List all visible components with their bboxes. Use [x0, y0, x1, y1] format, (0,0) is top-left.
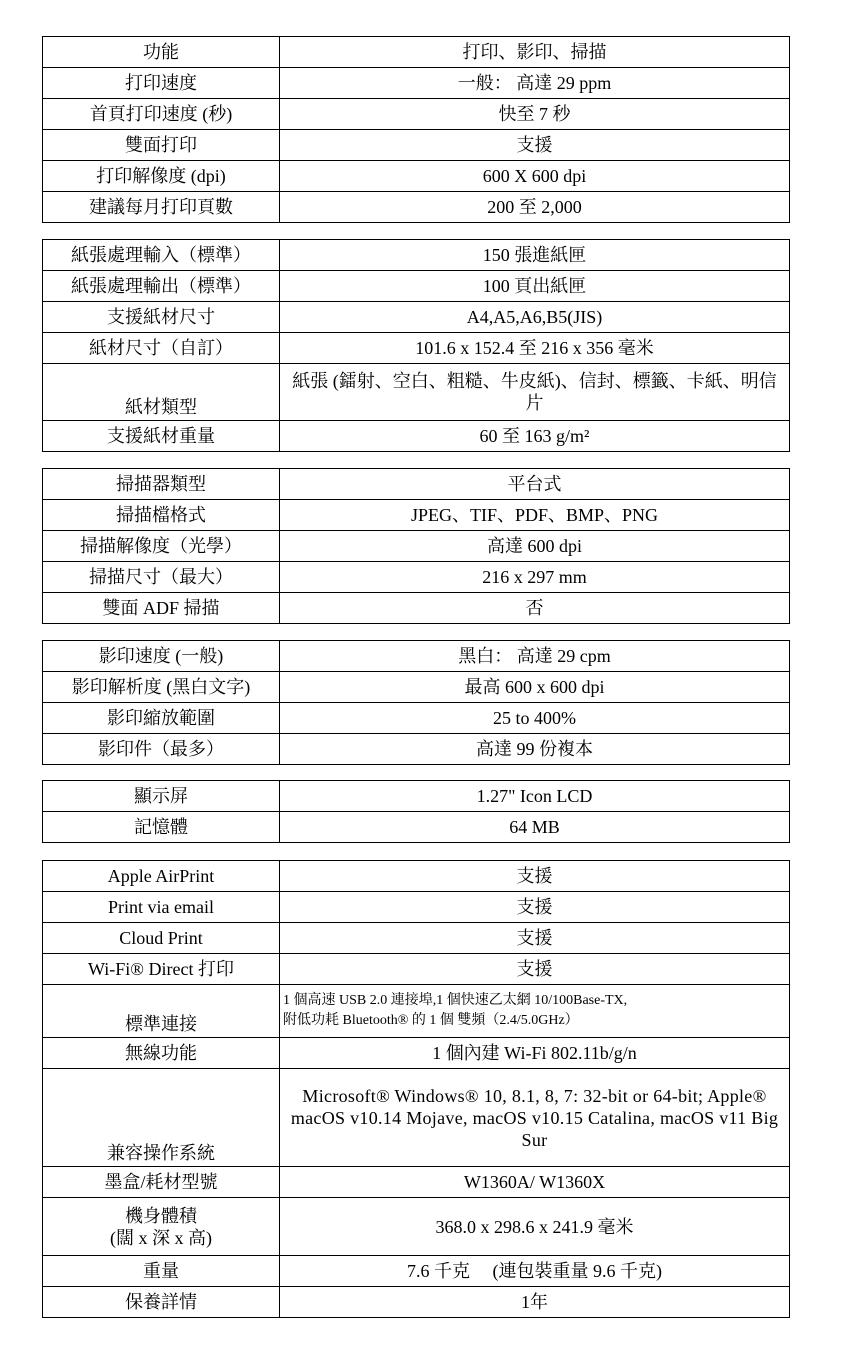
spec-label: 打印速度	[43, 68, 280, 99]
table-row	[43, 562, 790, 593]
spec-value: 紙張 (鐳射、空白、粗糙、牛皮紙)、信封、標籤、卡紙、明信片	[280, 364, 790, 421]
spec-label: 掃描解像度（光學）	[43, 531, 280, 562]
spec-value: Microsoft® Windows® 10, 8.1, 8, 7: 32-bit or 64-bit; Apple® macOS v10.14 Mojave, macOS v10.15 Catalina, macOS v11 Big Sur	[280, 1069, 790, 1167]
spec-value: 7.6 千克 (連包裝重量 9.6 千克)	[280, 1256, 790, 1287]
spec-label: 顯示屏	[43, 781, 280, 812]
spec-value: 25 to 400%	[280, 703, 790, 734]
spec-value: 支援	[280, 130, 790, 161]
table-row	[43, 781, 790, 812]
table-row	[43, 954, 790, 985]
table-row	[43, 469, 790, 500]
spec-label: 記憶體	[43, 812, 280, 843]
spec-value: 216 x 297 mm	[280, 562, 790, 593]
table-row	[43, 130, 790, 161]
table-row	[43, 271, 790, 302]
spec-value: 一般： 高達 29 ppm	[280, 68, 790, 99]
spec-value: 高達 99 份複本	[280, 734, 790, 765]
spec-label: 打印解像度 (dpi)	[43, 161, 280, 192]
table-row	[43, 1038, 790, 1069]
table-row	[43, 1198, 790, 1256]
spec-label: 影印縮放範圍	[43, 703, 280, 734]
spec-value: 支援	[280, 923, 790, 954]
spec-label-line: (闊 x 深 x 高)	[110, 1227, 212, 1248]
spec-label: 支援紙材重量	[43, 421, 280, 452]
spec-label: Apple AirPrint	[43, 861, 280, 892]
table-row	[43, 364, 790, 421]
spec-label: 無線功能	[43, 1038, 280, 1069]
table-row	[43, 672, 790, 703]
spec-value-line: 附低功耗 Bluetooth® 的 1 個 雙頻（2.4/5.0GHz）	[283, 1013, 579, 1028]
spec-value: 600 X 600 dpi	[280, 161, 790, 192]
table-row	[43, 641, 790, 672]
spec-label	[43, 1198, 280, 1256]
spec-value	[280, 985, 790, 1038]
table-row	[43, 37, 790, 68]
spec-label: 掃描檔格式	[43, 500, 280, 531]
spec-label: Cloud Print	[43, 923, 280, 954]
spec-label: 紙張處理輸入（標準）	[43, 240, 280, 271]
spec-label: 掃描器類型	[43, 469, 280, 500]
spec-label: 雙面打印	[43, 130, 280, 161]
spec-label: 標準連接	[43, 985, 280, 1038]
spec-value: 黑白： 高達 29 cpm	[280, 641, 790, 672]
spec-value: 高達 600 dpi	[280, 531, 790, 562]
table-row	[43, 1069, 790, 1167]
spec-label: 保養詳情	[43, 1287, 280, 1318]
spec-value: 支援	[280, 892, 790, 923]
table-row	[43, 734, 790, 765]
table-row	[43, 985, 790, 1038]
spec-value: W1360A/ W1360X	[280, 1167, 790, 1198]
spec-value: 1.27" Icon LCD	[280, 781, 790, 812]
spec-label: 影印件（最多）	[43, 734, 280, 765]
spec-table-display	[42, 780, 790, 843]
table-row	[43, 161, 790, 192]
spec-label: 建議每月打印頁數	[43, 192, 280, 223]
spec-value-line: 1 個高速 USB 2.0 連接埠,1 個快速乙太網 10/100Base-TX,	[283, 993, 628, 1008]
table-row	[43, 302, 790, 333]
spec-value: 200 至 2,000	[280, 192, 790, 223]
spec-label: 墨盒/耗材型號	[43, 1167, 280, 1198]
table-row	[43, 923, 790, 954]
spec-label: 雙面 ADF 掃描	[43, 593, 280, 624]
spec-label: 影印速度 (一般)	[43, 641, 280, 672]
spec-value: 60 至 163 g/m²	[280, 421, 790, 452]
spec-value: 101.6 x 152.4 至 216 x 356 毫米	[280, 333, 790, 364]
spec-label: 首頁打印速度 (秒)	[43, 99, 280, 130]
table-row	[43, 1167, 790, 1198]
spec-table-general	[42, 36, 790, 223]
spec-label-line: 機身體積	[125, 1205, 197, 1226]
spec-table-paper	[42, 239, 790, 452]
table-row	[43, 192, 790, 223]
spec-value: 150 張進紙匣	[280, 240, 790, 271]
spec-value: 支援	[280, 861, 790, 892]
spec-value: 1 個內建 Wi-Fi 802.11b/g/n	[280, 1038, 790, 1069]
spec-value: 100 頁出紙匣	[280, 271, 790, 302]
spec-value: 368.0 x 298.6 x 241.9 毫米	[280, 1198, 790, 1256]
spec-value: 快至 7 秒	[280, 99, 790, 130]
spec-value: 64 MB	[280, 812, 790, 843]
table-row	[43, 892, 790, 923]
spec-table-connectivity	[42, 860, 790, 1318]
spec-label: 兼容操作系統	[43, 1069, 280, 1167]
table-row	[43, 861, 790, 892]
spec-table-copy	[42, 640, 790, 765]
spec-label: 紙張處理輸出（標準）	[43, 271, 280, 302]
spec-label: 紙材尺寸（自訂）	[43, 333, 280, 364]
spec-value: A4,A5,A6,B5(JIS)	[280, 302, 790, 333]
table-row	[43, 1287, 790, 1318]
table-row	[43, 68, 790, 99]
table-row	[43, 500, 790, 531]
table-row	[43, 703, 790, 734]
spec-label: 重量	[43, 1256, 280, 1287]
table-row	[43, 593, 790, 624]
spec-value: 最高 600 x 600 dpi	[280, 672, 790, 703]
spec-label: 掃描尺寸（最大）	[43, 562, 280, 593]
table-row	[43, 421, 790, 452]
spec-label: 功能	[43, 37, 280, 68]
spec-value: 1年	[280, 1287, 790, 1318]
spec-label: 支援紙材尺寸	[43, 302, 280, 333]
spec-value: JPEG、TIF、PDF、BMP、PNG	[280, 500, 790, 531]
spec-label: Wi-Fi® Direct 打印	[43, 954, 280, 985]
table-row	[43, 1256, 790, 1287]
spec-value: 支援	[280, 954, 790, 985]
table-row	[43, 333, 790, 364]
spec-label: 紙材類型	[43, 364, 280, 421]
table-row	[43, 531, 790, 562]
table-row	[43, 240, 790, 271]
spec-value: 否	[280, 593, 790, 624]
spec-value: 打印、影印、掃描	[280, 37, 790, 68]
spec-label: 影印解析度 (黑白文字)	[43, 672, 280, 703]
spec-value: 平台式	[280, 469, 790, 500]
table-row	[43, 812, 790, 843]
table-row	[43, 99, 790, 130]
spec-table-scan	[42, 468, 790, 624]
spec-label: Print via email	[43, 892, 280, 923]
